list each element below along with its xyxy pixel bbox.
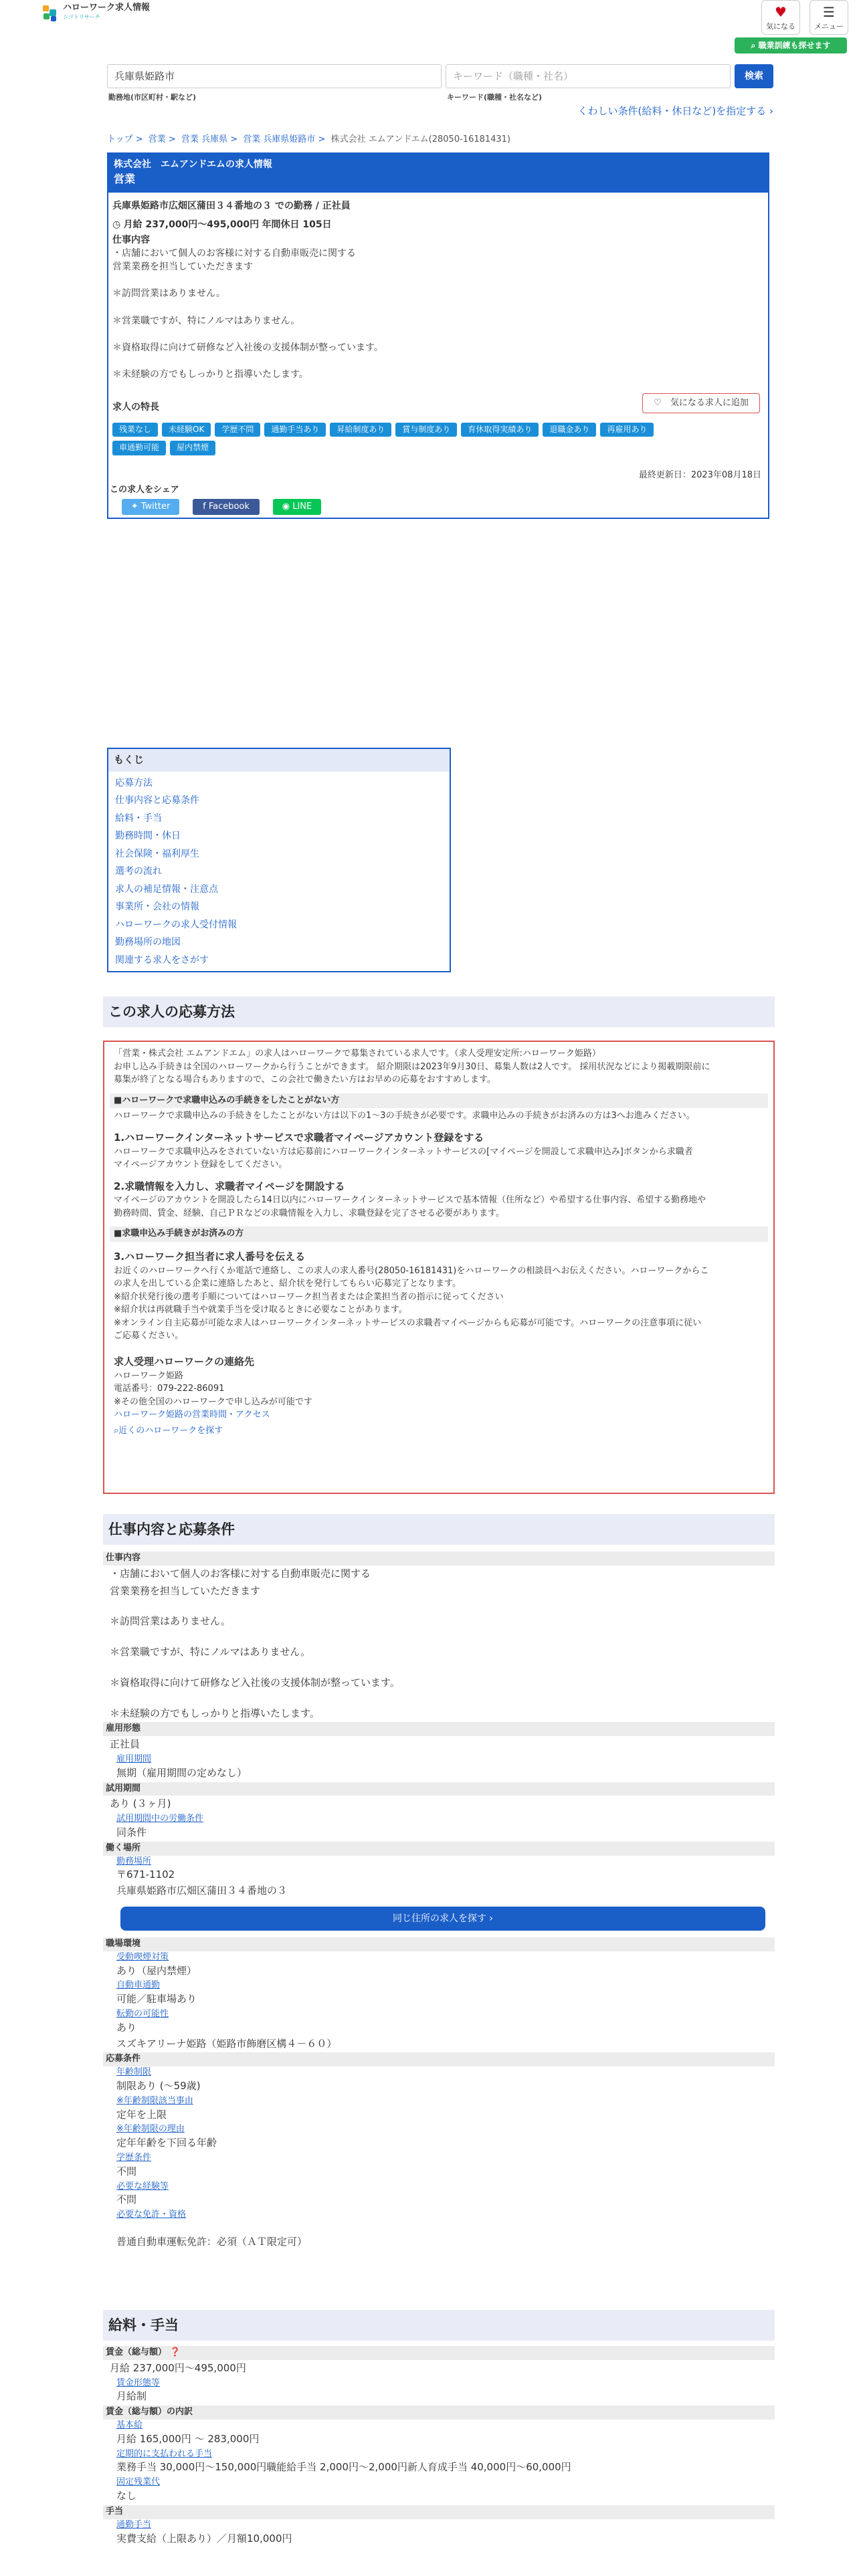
tag[interactable]: 退職金あり [543,423,596,437]
tag[interactable]: 通勤手当あり [264,423,326,437]
toc-item[interactable]: 関連する求人をさがす [115,954,209,966]
company-name: 株式会社 エムアンドエムの求人情報 [114,159,272,170]
job-content-bullet-3: ＊資格取得に向けて研修など入社後の支援体制が整っています。 [110,1676,400,1689]
same-address-button[interactable] [120,1907,765,1931]
age-reason2-label: ※年齢制限の理由 [116,2124,185,2135]
step-3-text-2: の求人を出している企業に連絡したあと、紹介状を発行してもらい応募完了となります。 [114,1279,461,1289]
wage-label-text: 賃金（総与額） [106,2347,167,2357]
step-2-heading: 2.求職情報を入力し、求職者マイページを開設する [114,1180,345,1192]
fixed-allowance-label: 定期的に支払われる手当 [116,2448,213,2459]
breadcrumb-top[interactable]: トップ > [107,134,143,144]
job-content-line-2: 営業業務を担当していただきます [110,1584,261,1597]
age-reason-value: 定年を上限 [116,2108,167,2121]
toc-item[interactable]: 勤務場所の地図 [115,937,181,948]
breadcrumb [107,134,513,146]
apply-intro-2: お申し込み手続きは全国のハローワークから行うことができます。 紹介期限は2023年9月30日、募集人数は2人です。 採用状況などにより掲載期限前に [114,1061,710,1072]
toc-item[interactable]: 給料・手当 [115,813,162,824]
step-3-text-1: お近くのハローワークへ行くか電話で連絡し、この求人の求人番号(28050-16181431)をハローワークの相談員へお伝えください。ハローワークからこ [114,1265,709,1276]
license-value: 普通自動車運転免許：必須（ＡＴ限定可） [116,2235,308,2248]
commute-label: 通勤手当 [116,2519,152,2530]
menu-button[interactable] [809,0,848,35]
office-phone: 電話番号：079-222-86091 [114,1384,225,1394]
commute-value: 実費支給（上限あり）／月額10,000円 [116,2532,292,2545]
breadcrumb-current: 株式会社 エムアンドエム(28050-16181431) [330,134,511,144]
wage-form-label: 賃金形態等 [116,2377,161,2388]
overtime-value: なし [116,2490,137,2502]
apply-intro-1: 「営業・株式会社 エムアンドエム」の求人はハローワークで募集されている求人です。（求人受理安定所:ハローワーク姫路） [114,1049,601,1059]
line-share-button[interactable] [273,499,321,515]
place-address: 兵庫県姫路市広畑区蒲田３４番地の３ [116,1885,288,1897]
apply-box [103,1041,775,1494]
twitter-icon: ✦ [130,502,141,512]
location-input[interactable]: 兵庫県姫路市 [107,64,442,88]
header [0,0,859,55]
conditions-section-heading: 仕事内容と応募条件 [103,1514,775,1545]
tag[interactable]: 再雇用あり [600,423,654,437]
facebook-icon: f [203,502,209,512]
trial-cond-value: 同条件 [116,1826,147,1838]
location-label: 勤務地(市区町村・駅など) [108,93,197,102]
experience-value: 不問 [116,2193,137,2206]
share-heading: この求人をシェア [110,485,179,495]
logo-mark-icon [41,3,60,21]
new-applicant-bar: ■ハローワークで求職申込みの手続きをしたことがない方 [110,1093,768,1109]
wage-label [103,2346,775,2360]
tag[interactable]: 学歴不問 [215,423,260,437]
toc-item[interactable]: 勤務時間・休日 [115,831,181,842]
search-button[interactable]: 検索 [735,64,773,88]
menu-label: メニュー [814,22,844,31]
line-icon: ◉ [282,502,293,512]
base-pay-value: 月給 165,000円 〜 283,000円 [116,2432,260,2445]
toc-item[interactable]: 社会保険・福利厚生 [115,848,199,859]
environment-label: 職場環境 [103,1937,775,1951]
table-of-contents [107,748,451,972]
trial-cond-label: 試用期間中の労働条件 [116,1814,204,1824]
toc-item[interactable]: 求人の補足情報・注意点 [115,883,218,895]
annual-holidays: 年間休日 105日 [262,219,332,231]
new-applicant-text: ハローワークで求職申込みの手続きをしたことがない方は以下の1〜3の手続きが必要です。求職申込みの手続きがお済みの方は3へお進みください。 [114,1111,695,1121]
chevron-right-icon: › [769,105,773,117]
toc-item[interactable]: 仕事内容と応募条件 [115,795,199,807]
apply-intro-3: 募集が終了となる場合もありますので、この会社で働きたい方はお早めの応募をおすすめします。 [114,1075,496,1085]
step-3-text-4: ※紹介状は再就職手当や就業手当を受け取るときに必要なことがあります。 [114,1305,407,1315]
nearby-office-link[interactable]: 近くのハローワークを探す [118,1425,223,1436]
conditions-table [103,1551,775,2251]
tag[interactable]: 屋内禁煙 [170,441,215,455]
training-label: 職業訓練も探せます [758,41,831,50]
period-label: 雇用期間 [116,1753,152,1764]
age-limit-label: 年齢制限 [116,2067,152,2078]
add-favorite-button[interactable]: ♡ 気になる求人に追加 [642,393,760,413]
twitter-share-button[interactable] [122,499,179,515]
work-address: 兵庫県姫路市広畑区蒲田３４番地の３ での勤務 / 正社員 [112,201,351,211]
breakdown-label: 賃金（総与額）の内訳 [103,2405,775,2420]
keyword-label: キーワード(職種・社名など) [447,93,543,102]
salary-line [112,218,764,231]
help-icon[interactable]: ❓ [169,2347,181,2357]
job-content-heading: 仕事内容 [112,234,150,245]
search-small-icon: ⌕ [751,41,759,50]
facebook-label: Facebook [208,502,250,512]
experience-label: 必要な経験等 [116,2181,169,2191]
toc-item[interactable]: 選考の流れ [115,866,162,877]
office-name: ハローワーク姫路 [114,1370,184,1381]
pay-section-heading: 給料・手当 [103,2310,775,2341]
base-pay-label: 基本給 [116,2420,143,2431]
car-commute-label: 自動車通勤 [116,1980,161,1991]
step-3-heading: 3.ハローワーク担当者に求人番号を伝える [114,1251,306,1263]
job-content-line-1: ・店舗において個人のお客様に対する自動車販売に関する [110,1567,371,1580]
training-button[interactable] [735,37,847,53]
step-3-text-5: ※オンライン自主応募が可能な求人はハローワークインターネットサービスの求職者マイページからも応募が可能です。ハローワークの注意事項に従い [114,1317,702,1328]
job-content-bullet-2: ＊営業職ですが、特にノルマはありません。 [112,315,300,326]
trial-value: あり (３ヶ月) [110,1798,171,1810]
job-content-bullet-2: ＊営業職ですが、特にノルマはありません。 [110,1646,311,1658]
keyword-input[interactable]: キーワード（職種・社名） [446,64,731,88]
overtime-label: 固定残業代 [116,2477,161,2488]
breadcrumb-sales-hyogo[interactable]: 営業 兵庫県 > [181,134,238,144]
trial-label: 試用期間 [103,1782,775,1796]
twitter-label: Twitter [140,502,171,512]
tag[interactable]: 賞与制度あり [395,423,457,437]
zip-code: 〒671-1102 [116,1868,175,1881]
job-content-bullet-3: ＊資格取得に向けて研修など入社後の支援体制が整っています。 [112,342,383,354]
tag[interactable]: 育休取得実績あり [461,423,539,437]
breadcrumb-sales-himeji[interactable]: 営業 兵庫県姫路市 > [243,134,326,144]
job-content-bullet-4: ＊未経験の方でもしっかりと指導いたします。 [112,369,308,381]
fixed-allowance-value: 業務手当 30,000円〜150,000円職能給手当 2,000円〜2,000円新人育成手当 40,000円〜60,000円 [116,2461,571,2474]
features-heading: 求人の特長 [112,401,159,413]
license-label: 必要な免許・資格 [116,2210,187,2220]
job-content-bullet-1: ＊訪問営業はありません。 [112,288,225,300]
job-content-bullet-1: ＊訪問営業はありません。 [110,1615,231,1628]
toc-title: もくじ [108,749,450,772]
clock-icon: ◷ [112,219,124,231]
job-content-line-1: ・店舗において個人のお客様に対する自動車販売に関する [112,247,356,259]
hamburger-icon: ☰ [823,4,835,20]
step-2-text-2: 勤務時間、賃金、経験、自己ＰＲなどの求職情報を入力し、求職登録を完了させる必要があります。 [114,1208,504,1218]
facebook-share-button[interactable] [193,499,260,515]
contact-heading: 求人受理ハローワークの連絡先 [114,1355,255,1368]
tag[interactable]: 残業なし [112,423,158,437]
favorite-button[interactable] [761,0,800,35]
office-note: ※その他全国のハローワークで申し込みが可能です [114,1396,312,1407]
salary-range: 月給 237,000円〜495,000円 [123,219,260,231]
smoke-label: 受動喫煙対策 [116,1951,169,1962]
education-label: 学歴条件 [116,2152,152,2163]
chevron-right-icon: › [486,1913,494,1924]
feature-tags [112,423,761,459]
registered-applicant-bar: ■求職申込み手続きがお済みの方 [110,1226,768,1242]
step-1-text-1: ハローワークで求職申込みをされていない方は応募前にハローワークインターネットサービスの[マイページを開設して求職申込み]ボタンから求職者 [114,1146,693,1157]
favorite-label: 気になる [766,22,795,31]
period-value: 無期（雇用期間の定めなし） [116,1766,248,1779]
job-content-label: 仕事内容 [103,1551,775,1566]
wage-form-value: 月給制 [116,2390,147,2403]
site-logo[interactable] [41,3,150,21]
pay-table [103,2346,775,2547]
toc-item[interactable]: ハローワークの求人受付情報 [115,919,237,930]
last-updated: 最終更新日：2023年08月18日 [638,470,761,480]
place-label: 働く場所 [103,1842,775,1856]
card-body [108,193,768,418]
transfer-place: スズキアリーナ姫路（姫路市飾磨区構４－６０） [116,2037,337,2050]
transfer-value: あり [116,2021,137,2034]
age-reason-label: ※年齢制限該当事由 [116,2095,193,2106]
logo-subtitle: シゴトリサーチ [63,13,100,20]
job-summary-card [107,152,769,519]
age-limit-value: 制限あり (〜59歳) [116,2079,201,2092]
car-commute-value: 可能／駐車場あり [116,1993,197,2006]
search-icon: ⌕ [114,1425,119,1436]
breadcrumb-sales[interactable]: 営業 > [148,134,176,144]
logo-title: ハローワーク求人情報 [63,3,151,13]
smoke-value: あり（屋内禁煙） [116,1964,197,1977]
education-value: 不問 [116,2165,137,2177]
wage-value: 月給 237,000円〜495,000円 [110,2361,246,2374]
card-header [108,154,768,193]
allowance-label: 手当 [103,2505,775,2519]
employment-label: 雇用形態 [103,1722,775,1736]
step-2-text-1: マイページのアカウントを開設したら14日以内にハローワークインターネットサービスで基本情報（住所など）や希望する仕事内容、希望する勤務地や [114,1195,706,1206]
tag[interactable]: 昇給制度あり [330,423,391,437]
job-content-line-2: 営業業務を担当していただきます [112,261,253,273]
line-label: LINE [292,502,312,512]
toc-item[interactable]: 事業所・会社の情報 [115,901,199,913]
heart-icon: ♥ [775,4,787,20]
apply-section-heading: この求人の応募方法 [103,996,775,1027]
transfer-label: 転勤の可能性 [116,2008,169,2019]
tag[interactable]: 未経験OK [162,423,211,437]
toc-item[interactable]: 応募方法 [115,777,153,788]
job-title: 営業 [114,173,136,186]
job-content-bullet-4: ＊未経験の方でもしっかりと指導いたします。 [110,1707,320,1719]
requirements-label: 応募条件 [103,2052,775,2066]
step-3-text-3: ※紹介状発行後の選考手順についてはハローワーク担当者または企業担当者の指示に従ってください [114,1291,504,1302]
detail-conditions-link[interactable] [578,104,774,119]
step-1-heading: 1.ハローワークインターネットサービスで求職者マイページアカウント登録をする [114,1131,484,1144]
age-reason2-value: 定年年齢を下回る年齢 [116,2137,217,2149]
office-hours-link[interactable]: ハローワーク姫路の営業時間・アクセス [114,1410,270,1420]
detail-conditions-label: くわしい条件(給料・休日など)を指定する [577,105,767,117]
work-place-label: 勤務場所 [116,1856,152,1866]
employment-value: 正社員 [110,1738,140,1751]
step-1-text-2: マイページアカウント登録をしてください。 [114,1160,288,1170]
step-3-text-6: ご応募ください。 [114,1331,184,1341]
tag[interactable]: 車通勤可能 [112,441,166,455]
same-address-label: 同じ住所の求人を探す [392,1913,486,1924]
